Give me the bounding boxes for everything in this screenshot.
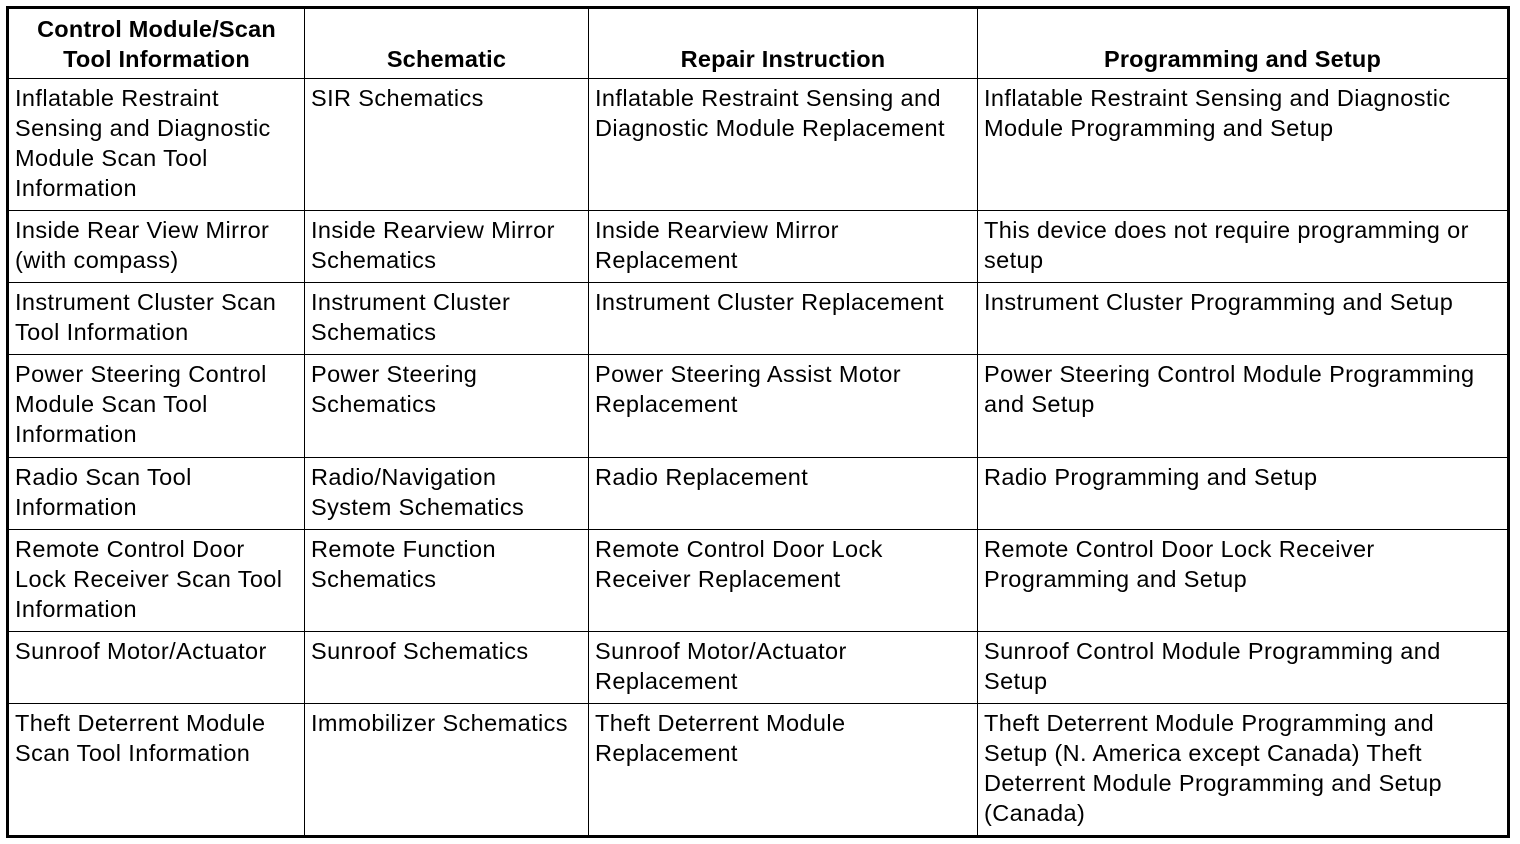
control-module-table xyxy=(6,6,1510,838)
table-row xyxy=(8,355,1509,458)
cell-programming-setup[interactable]: Theft Deterrent Module Programming and Setup (N. America except Canada) Theft Deterrent Module Programming and Setup (Canada) xyxy=(978,704,1509,837)
cell-repair-instruction[interactable]: Power Steering Assist Motor Replacement xyxy=(589,355,978,458)
cell-control-module: Radio Scan Tool Information xyxy=(8,458,305,530)
cell-repair-instruction[interactable]: Instrument Cluster Replacement xyxy=(589,283,978,355)
table-row xyxy=(8,283,1509,355)
table-row xyxy=(8,704,1509,837)
cell-repair-instruction[interactable]: Theft Deterrent Module Replacement xyxy=(589,704,978,837)
header-control-module: Control Module/Scan Tool Information xyxy=(8,8,305,79)
table-row xyxy=(8,211,1509,283)
table-row xyxy=(8,530,1509,632)
cell-repair-instruction[interactable]: Inside Rearview Mirror Replacement xyxy=(589,211,978,283)
cell-programming-setup[interactable]: Sunroof Control Module Programming and Setup xyxy=(978,632,1509,704)
cell-schematic[interactable]: Power Steering Schematics xyxy=(305,355,589,458)
cell-programming-setup[interactable]: Inflatable Restraint Sensing and Diagnostic Module Programming and Setup xyxy=(978,79,1509,211)
cell-programming-setup[interactable]: Radio Programming and Setup xyxy=(978,458,1509,530)
cell-schematic[interactable]: Immobilizer Schematics xyxy=(305,704,589,837)
table-row xyxy=(8,79,1509,211)
cell-control-module: Instrument Cluster Scan Tool Information xyxy=(8,283,305,355)
header-programming-setup: Programming and Setup xyxy=(978,8,1509,79)
cell-schematic[interactable]: Inside Rearview Mirror Schematics xyxy=(305,211,589,283)
cell-control-module: Sunroof Motor/Actuator xyxy=(8,632,305,704)
cell-schematic[interactable]: SIR Schematics xyxy=(305,79,589,211)
cell-schematic[interactable]: Instrument Cluster Schematics xyxy=(305,283,589,355)
table-row xyxy=(8,458,1509,530)
cell-repair-instruction[interactable]: Remote Control Door Lock Receiver Replacement xyxy=(589,530,978,632)
cell-schematic[interactable]: Remote Function Schematics xyxy=(305,530,589,632)
cell-programming-setup: This device does not require programming or setup xyxy=(978,211,1509,283)
header-row xyxy=(8,8,1509,79)
cell-control-module: Theft Deterrent Module Scan Tool Information xyxy=(8,704,305,837)
cell-schematic[interactable]: Sunroof Schematics xyxy=(305,632,589,704)
table-row xyxy=(8,632,1509,704)
cell-programming-setup[interactable]: Remote Control Door Lock Receiver Programming and Setup xyxy=(978,530,1509,632)
cell-programming-setup[interactable]: Instrument Cluster Programming and Setup xyxy=(978,283,1509,355)
header-repair-instruction: Repair Instruction xyxy=(589,8,978,79)
cell-control-module: Inside Rear View Mirror (with compass) xyxy=(8,211,305,283)
cell-repair-instruction[interactable]: Sunroof Motor/Actuator Replacement xyxy=(589,632,978,704)
cell-repair-instruction[interactable]: Radio Replacement xyxy=(589,458,978,530)
cell-programming-setup[interactable]: Power Steering Control Module Programming and Setup xyxy=(978,355,1509,458)
header-schematic: Schematic xyxy=(305,8,589,79)
cell-control-module: Remote Control Door Lock Receiver Scan Tool Information xyxy=(8,530,305,632)
cell-control-module: Inflatable Restraint Sensing and Diagnostic Module Scan Tool Information xyxy=(8,79,305,211)
cell-control-module: Power Steering Control Module Scan Tool Information xyxy=(8,355,305,458)
cell-repair-instruction[interactable]: Inflatable Restraint Sensing and Diagnostic Module Replacement xyxy=(589,79,978,211)
cell-schematic[interactable]: Radio/Navigation System Schematics xyxy=(305,458,589,530)
